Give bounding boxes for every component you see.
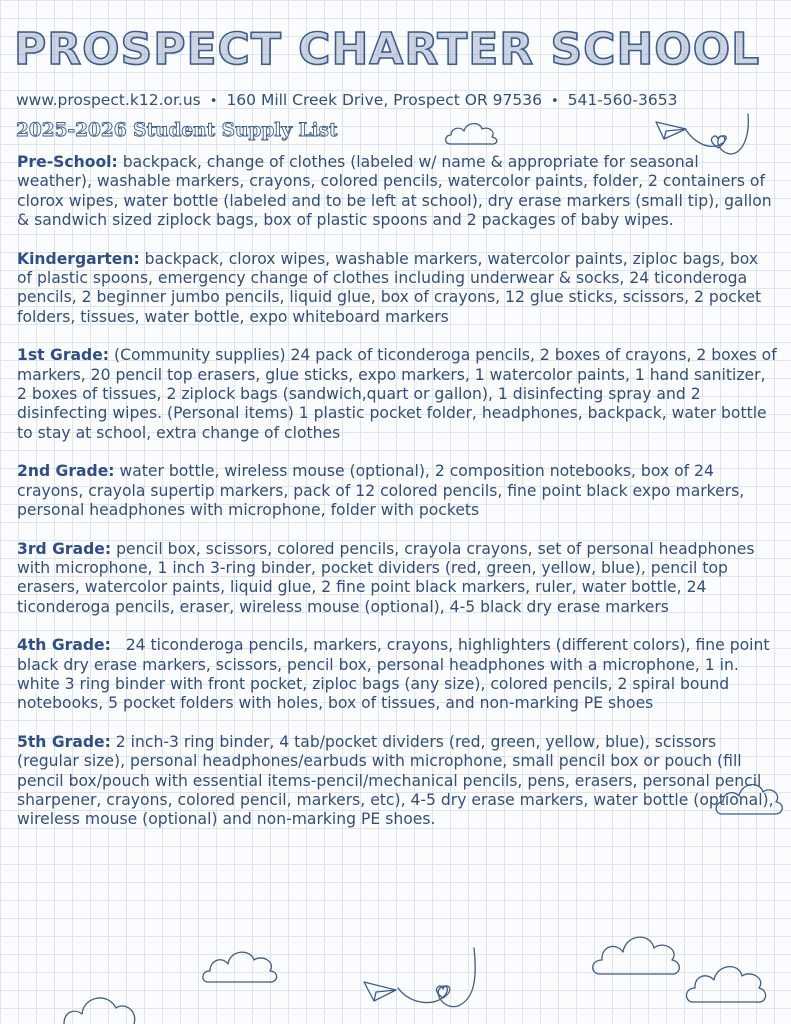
grade-items: (Community supplies) 24 pack of ticonderoga pencils, 2 boxes of crayons, 2 boxes of markers, 20 pencil top erasers, glue sticks, expo markers, 1 watercolor paints, 1 hand sanitizer, 2 boxes of tissues, 2 ziplock bags (sandwich,quart or gallon), 1 disinfecting spray and 2 disinfecting wipes. (Personal items) 1 plastic pocket folder, headphones, backpack, water bottle to stay at school, extra change of clothes <box>17 346 777 442</box>
website: www.prospect.k12.or.us <box>16 91 201 109</box>
grade-items: backpack, change of clothes (labeled w/ name & appropriate for seasonal weather), washable markers, crayons, colored pencils, watercolor paints, folder, 2 containers of clorox wipes, water bottle (labeled and to be left at school), dry erase markers (small tip), gallon & sandwich sized ziplock bags, box of plastic spoons and 2 packages of baby wipes. <box>17 153 772 229</box>
cloud-icon <box>684 950 768 1008</box>
grade-kindergarten <box>17 250 777 327</box>
grade-label: 2nd Grade: <box>17 462 115 481</box>
separator-dot: • <box>550 94 559 109</box>
separator-dot: • <box>209 94 218 109</box>
grade-label: 4th Grade: <box>17 636 111 655</box>
grade-items: 2 inch-3 ring binder, 4 tab/pocket dividers (red, green, yellow, blue), scissors (regular size), personal headphones/earbuds with microphone, small pencil box or pouch (fill pencil box/pouch with essential items-pencil/mechanical pencils, pens, erasers, personal pencil sharpener, crayons, colored pencil, markers, etc), 4-5 dry erase markers, water bottle (optional), wireless mouse (optional) and non-marking PE shoes. <box>17 733 774 829</box>
grade-items: pencil box, scissors, colored pencils, crayola crayons, set of personal headphones with microphone, 1 inch 3-ring binder, pocket dividers (red, green, yellow, blue), pencil top erasers, watercolor paints, liquid glue, 2 fine point black markers, ruler, water bottle, 24 ticonderoga pencils, eraser, wireless mouse (optional), 4-5 black dry erase markers <box>17 539 755 616</box>
phone: 541-560-3653 <box>567 91 678 109</box>
grade-label: Pre-School: <box>17 153 118 171</box>
grade-items: 24 ticonderoga pencils, markers, crayons, highlighters (different colors), fine point black dry erase markers, scissors, pencil box, personal headphones with a microphone, 1 in. white 3 ring binder with front pocket, ziploc bags (any size), colored pencils, 2 spiral bound notebooks, 5 pocket folders with holes, box of tissues, and non-marking PE shoes <box>17 636 770 713</box>
school-name: PROSPECT CHARTER SCHOOL <box>14 24 761 75</box>
grade-4th <box>17 636 777 713</box>
heart-icon <box>434 984 452 1000</box>
grade-1st <box>17 346 777 442</box>
cloud-icon <box>714 772 786 820</box>
grade-label: 1st Grade: <box>17 346 110 365</box>
paper-plane-icon <box>362 978 398 1004</box>
grade-items: backpack, clorox wipes, washable markers, watercolor paints, ziploc bags, box of plastic spoons, emergency change of clothes including underwear & socks, 24 ticonderoga pencils, 2 beginner jumbo pencils, liquid glue, box of crayons, 12 glue sticks, scissors, 2 pocket folders, tissues, water bottle, expo whiteboard markers <box>17 249 762 326</box>
address: 160 Mill Creek Drive, Prospect OR 97536 <box>226 91 542 109</box>
supply-list <box>17 153 777 849</box>
paper-plane-icon <box>654 118 688 142</box>
contact-line <box>16 90 786 112</box>
grade-label: 5th Grade: <box>17 733 111 752</box>
cloud-icon <box>444 116 500 148</box>
grade-5th <box>17 733 777 829</box>
grade-items: water bottle, wireless mouse (optional), 2 composition notebooks, box of 24 crayons, crayola supertip markers, pack of 12 colored pencils, fine point black expo markers, personal headphones with microphone, folder with pockets <box>17 462 745 519</box>
cloud-icon <box>200 940 282 988</box>
grade-2nd <box>17 462 777 520</box>
heart-icon <box>709 134 727 150</box>
grade-preschool <box>17 153 777 230</box>
list-title: 2025-2026 Student Supply List <box>16 120 338 141</box>
grade-label: 3rd Grade: <box>17 539 112 558</box>
cloud-icon <box>60 962 140 1024</box>
flight-path-line <box>396 944 482 1014</box>
grade-3rd <box>17 540 777 617</box>
cloud-icon <box>590 920 682 982</box>
grade-label: Kindergarten: <box>17 249 140 268</box>
